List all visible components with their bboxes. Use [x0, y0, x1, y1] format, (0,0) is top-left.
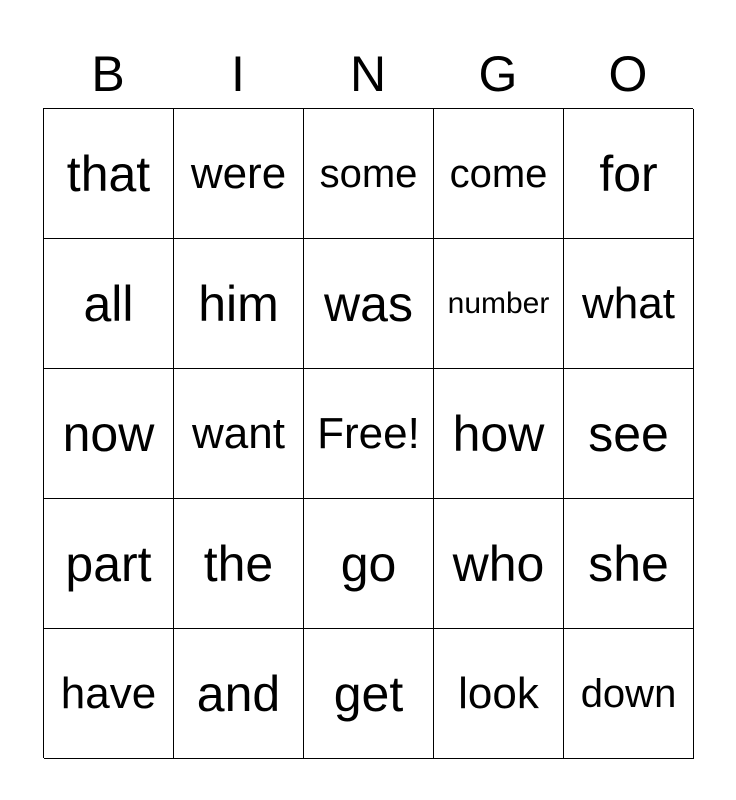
bingo-header [43, 40, 693, 108]
bingo-cell[interactable]: have [44, 629, 174, 759]
bingo-cell[interactable]: look [434, 629, 564, 759]
bingo-cell[interactable]: want [174, 369, 304, 499]
bingo-cell[interactable]: come [434, 109, 564, 239]
bingo-cell[interactable]: him [174, 239, 304, 369]
bingo-cell[interactable]: all [44, 239, 174, 369]
header-letter-i: I [231, 46, 245, 102]
bingo-cell[interactable]: see [564, 369, 694, 499]
bingo-free-space[interactable]: Free! [304, 369, 434, 499]
bingo-cell[interactable]: and [174, 629, 304, 759]
header-letter-o: O [608, 46, 648, 102]
bingo-cell[interactable]: the [174, 499, 304, 629]
bingo-cell[interactable]: for [564, 109, 694, 239]
bingo-cell[interactable]: down [564, 629, 694, 759]
bingo-cell[interactable]: number [434, 239, 564, 369]
bingo-cell[interactable]: part [44, 499, 174, 629]
bingo-cell[interactable]: what [564, 239, 694, 369]
bingo-card-grid [43, 108, 693, 758]
bingo-cell[interactable]: how [434, 369, 564, 499]
header-letter-n: N [349, 46, 387, 102]
bingo-cell[interactable]: who [434, 499, 564, 629]
bingo-cell[interactable]: was [304, 239, 434, 369]
bingo-cell[interactable]: were [174, 109, 304, 239]
bingo-cell[interactable]: now [44, 369, 174, 499]
header-letter-g: G [478, 46, 518, 102]
bingo-cell[interactable]: some [304, 109, 434, 239]
bingo-cell[interactable]: get [304, 629, 434, 759]
header-letter-b: B [91, 46, 125, 102]
bingo-cell[interactable]: go [304, 499, 434, 629]
bingo-cell[interactable]: that [44, 109, 174, 239]
bingo-cell[interactable]: she [564, 499, 694, 629]
